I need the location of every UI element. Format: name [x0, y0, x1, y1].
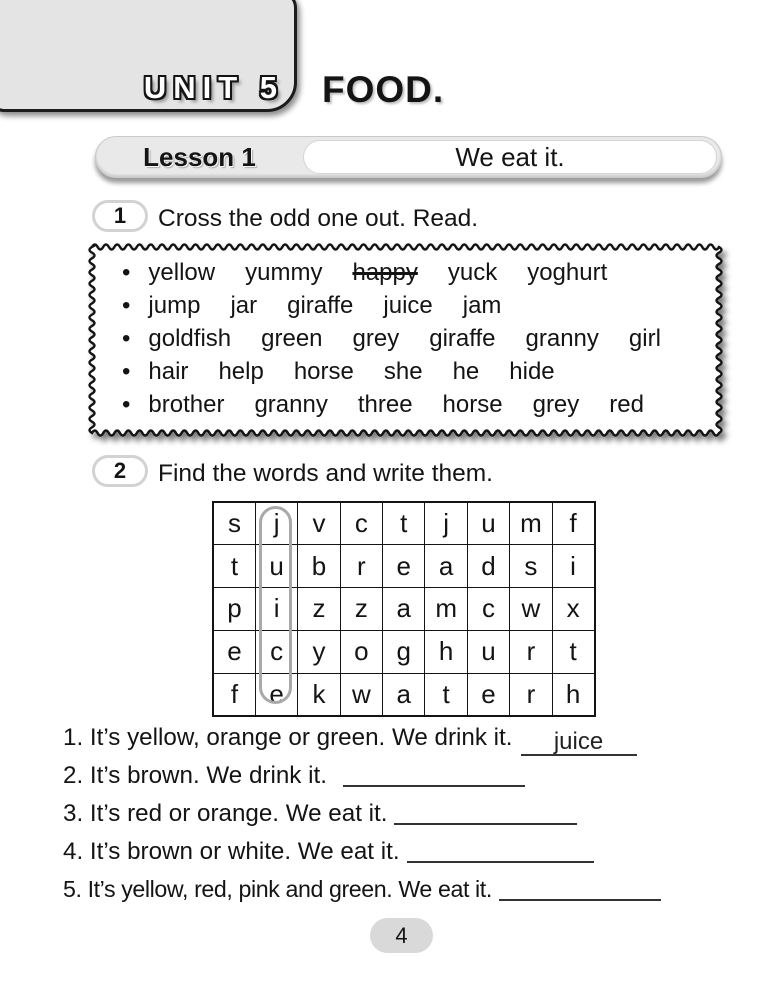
word: jam — [462, 292, 502, 320]
grid-cell: c — [340, 502, 382, 545]
word: yummy — [245, 259, 323, 287]
grid-cell: g — [383, 630, 425, 673]
grid-cell: a — [383, 673, 425, 716]
grid-cell: z — [340, 588, 382, 631]
grid-cell: i — [552, 545, 594, 588]
question-row — [63, 800, 743, 838]
grid-cell: t — [383, 502, 425, 545]
exercise1-wavy-box — [92, 247, 719, 433]
word: brother — [148, 390, 225, 418]
grid-cell: u — [467, 502, 509, 545]
question-row — [63, 876, 743, 914]
answer-blank[interactable] — [407, 861, 594, 863]
word-crossed-out: happy — [352, 259, 418, 287]
answer-text: juice — [553, 728, 604, 755]
grid-row — [213, 673, 595, 716]
question-text: 4. It’s brown or white. We eat it. — [63, 838, 400, 865]
grid-cell: e — [255, 673, 297, 716]
grid-cell: k — [298, 673, 340, 716]
questions-list — [63, 724, 743, 914]
word: girl — [628, 324, 661, 352]
grid-cell: u — [255, 545, 297, 588]
exercise2-instruction: Find the words and write them. — [158, 460, 493, 487]
word-list-row — [122, 355, 719, 388]
word: juice — [383, 292, 433, 320]
grid-cell: m — [425, 588, 467, 631]
bullet-icon: • — [122, 292, 131, 320]
grid-cell: e — [467, 673, 509, 716]
word-search-grid — [212, 501, 594, 715]
grid-cell: x — [552, 588, 594, 631]
question-row — [63, 762, 743, 800]
grid-cell: a — [383, 588, 425, 631]
exercise2-number-badge: 2 — [92, 455, 148, 487]
exercise1-instruction: Cross the odd one out. Read. — [158, 205, 479, 232]
word: horse — [293, 357, 354, 385]
grid-cell: r — [510, 630, 552, 673]
grid-cell: f — [552, 502, 594, 545]
word: granny — [254, 390, 328, 418]
bullet-icon: • — [122, 357, 131, 385]
word: red — [609, 390, 644, 418]
answer-blank[interactable] — [343, 785, 525, 787]
word: grey — [532, 390, 580, 418]
grid-row — [213, 502, 595, 545]
word: hide — [509, 357, 555, 385]
grid-cell: t — [552, 630, 594, 673]
question-text: 3. It’s red or orange. We eat it. — [63, 800, 388, 827]
word: granny — [525, 324, 599, 352]
grid-cell: b — [298, 545, 340, 588]
grid-cell: o — [340, 630, 382, 673]
grid-cell: j — [425, 502, 467, 545]
grid-cell: h — [425, 630, 467, 673]
word: jar — [230, 292, 258, 320]
grid-cell: u — [467, 630, 509, 673]
question-text: 5. It’s yellow, red, pink and green. We eat it. — [63, 876, 492, 902]
question-row — [63, 724, 743, 762]
grid-row — [213, 588, 595, 631]
question-text: 2. It’s brown. We drink it. — [63, 762, 327, 789]
grid-cell: i — [255, 588, 297, 631]
grid-cell: c — [467, 588, 509, 631]
grid-cell: e — [213, 630, 255, 673]
grid-cell: s — [510, 545, 552, 588]
grid-cell: v — [298, 502, 340, 545]
answer-blank[interactable] — [521, 730, 637, 756]
grid-cell: p — [213, 588, 255, 631]
grid-cell: w — [340, 673, 382, 716]
exercise1-number-badge: 1 — [92, 200, 148, 232]
grid-cell: f — [213, 673, 255, 716]
bullet-icon: • — [122, 390, 131, 418]
grid-cell: w — [510, 588, 552, 631]
word: yellow — [148, 259, 216, 287]
word: green — [261, 324, 323, 352]
word: giraffe — [429, 324, 496, 352]
lesson-number-label: Lesson 1 — [143, 141, 256, 172]
lesson-title: We eat it. — [303, 140, 717, 174]
word: goldfish — [148, 324, 232, 352]
word-list — [92, 247, 719, 433]
grid-cell: e — [383, 545, 425, 588]
question-row — [63, 838, 743, 876]
word-list-row — [122, 257, 719, 290]
bullet-icon: • — [122, 259, 131, 287]
grid-cell: t — [425, 673, 467, 716]
grid-cell: m — [510, 502, 552, 545]
word: grey — [352, 324, 400, 352]
grid-row — [213, 545, 595, 588]
grid-cell: y — [298, 630, 340, 673]
grid-cell: t — [213, 545, 255, 588]
word-list-row — [122, 388, 719, 421]
grid-cell: a — [425, 545, 467, 588]
grid-cell: d — [467, 545, 509, 588]
bullet-icon: • — [122, 324, 131, 352]
grid-cell: r — [340, 545, 382, 588]
letter-grid-table — [212, 501, 596, 717]
word: yuck — [447, 259, 498, 287]
unit-tab — [0, 0, 297, 112]
word: horse — [442, 390, 503, 418]
word: three — [357, 390, 413, 418]
word: help — [218, 357, 264, 385]
word-list-row — [122, 290, 719, 323]
word: she — [383, 357, 423, 385]
question-text: 1. It’s yellow, orange or green. We drink it. — [63, 724, 513, 751]
grid-row — [213, 630, 595, 673]
page-number-badge: 4 — [370, 918, 433, 953]
answer-blank[interactable] — [499, 899, 661, 901]
page-title: FOOD. — [322, 69, 445, 110]
unit-label: UNIT 5 — [143, 70, 284, 105]
grid-cell: j — [255, 502, 297, 545]
answer-blank[interactable] — [394, 823, 577, 825]
grid-cell: c — [255, 630, 297, 673]
word-list-row — [122, 323, 719, 356]
grid-cell: s — [213, 502, 255, 545]
word: jump — [148, 292, 201, 320]
grid-cell: h — [552, 673, 594, 716]
word: hair — [148, 357, 189, 385]
word: he — [452, 357, 480, 385]
word: yoghurt — [527, 259, 608, 287]
lesson-banner — [95, 136, 722, 178]
grid-cell: r — [510, 673, 552, 716]
word: giraffe — [287, 292, 354, 320]
grid-cell: z — [298, 588, 340, 631]
